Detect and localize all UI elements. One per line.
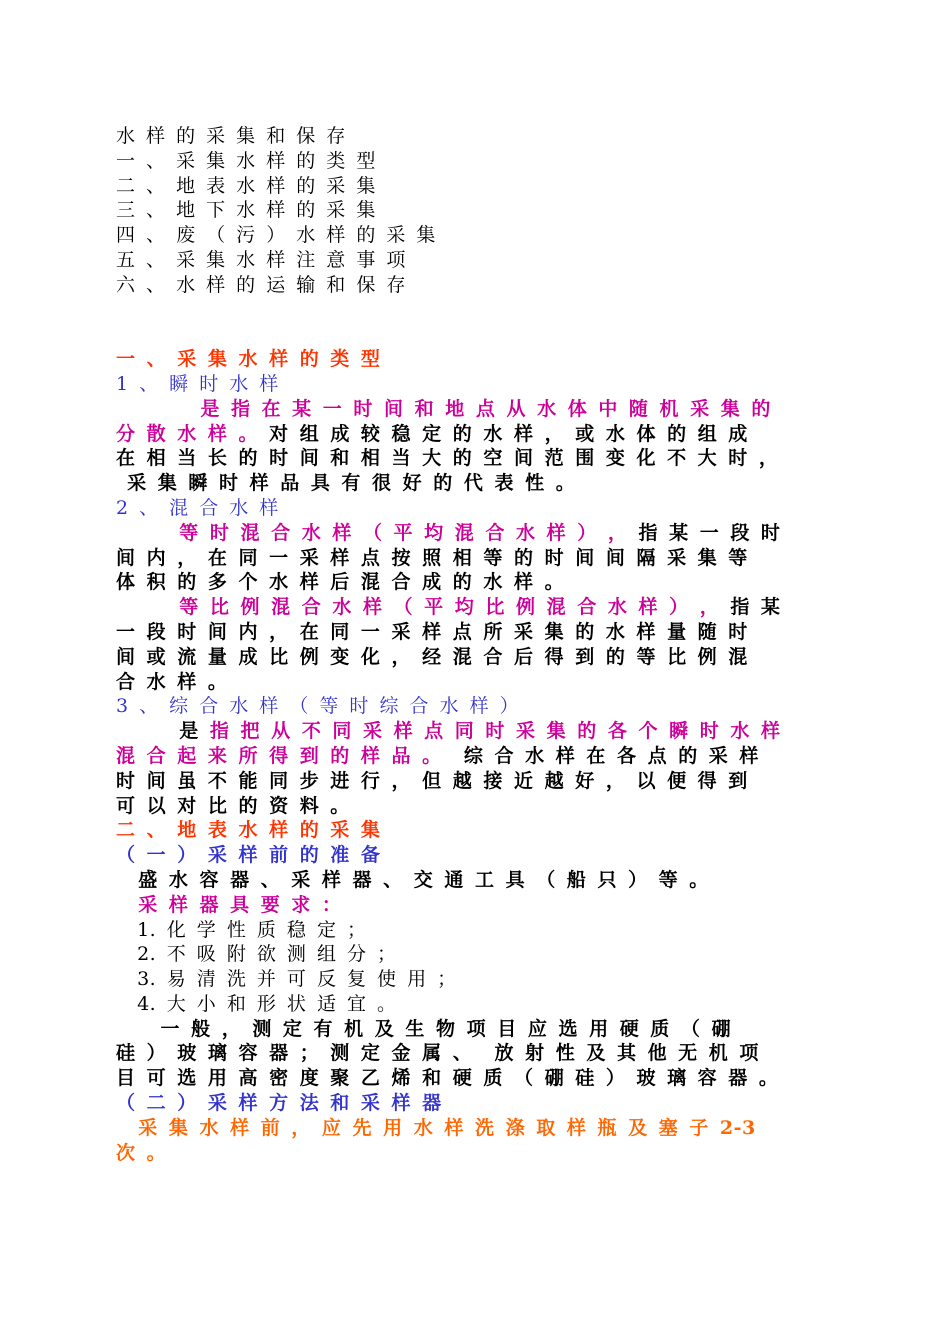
document-page — [116, 124, 836, 1165]
paragraph-line — [116, 719, 836, 744]
paragraph-line: 时 间 虽 不 能 同 步 进 行 ， 但 越 接 近 越 好 ， 以 便 得 到 — [116, 769, 748, 792]
subheading-composite-sample: 3 、 综 合 水 样 （ 等 时 综 合 水 样 ） — [116, 695, 520, 718]
list-item: 3. 易 清 洗 并 可 反 复 使 用 ； — [137, 968, 457, 991]
paragraph-line: 硅 ） 玻 璃 容 器 ； 测 定 金 属 、 放 射 性 及 其 他 无 机 项 — [116, 1042, 759, 1065]
body-text: 一 般 ， 测 定 有 机 及 生 物 项 目 应 选 用 硬 质 （ 硼 — [160, 1017, 732, 1040]
paragraph-line — [116, 595, 836, 620]
paragraph-line — [116, 893, 836, 918]
toc-item: 五 、 采 集 水 样 注 意 事 项 — [116, 248, 406, 271]
list-item: 4. 大 小 和 形 状 适 宜 。 — [137, 992, 397, 1015]
paragraph-line — [116, 1017, 836, 1042]
toc-item: 四 、 废 （ 污 ） 水 样 的 采 集 — [116, 224, 436, 247]
subheading-instant-sample: 1 、 瞬 时 水 样 — [116, 372, 279, 395]
body-text: 对 组 成 较 稳 定 的 水 样 ， 或 水 体 的 组 成 — [257, 422, 748, 445]
paragraph-line: 目 可 选 用 高 密 度 聚 乙 烯 和 硬 质 （ 硼 硅 ） 玻 璃 容 器 。 — [116, 1067, 779, 1090]
highlight-text: 等 比 例 混 合 水 样 （ 平 均 比 例 混 合 水 样 ） ， — [179, 596, 720, 619]
toc-title: 水 样 的 采 集 和 保 存 — [116, 125, 346, 147]
body-text: 综 合 水 样 在 各 点 的 采 样 — [441, 744, 759, 767]
paragraph-line — [116, 422, 836, 447]
paragraph-line: 间 或 流 量 成 比 例 变 化 ， 经 混 合 后 得 到 的 等 比 例 混 — [116, 645, 748, 668]
paragraph-line: 间 内 ， 在 同 一 采 样 点 按 照 相 等 的 时 间 间 隔 采 集 等 — [116, 546, 748, 569]
section-heading-2: 二 、 地 表 水 样 的 采 集 — [116, 819, 381, 842]
paragraph-line: 可 以 对 比 的 资 料 。 — [116, 794, 350, 817]
toc-item: 三 、 地 下 水 样 的 采 集 — [116, 199, 376, 222]
section-heading-1: 一 、 采 集 水 样 的 类 型 — [116, 348, 381, 371]
paragraph-line — [116, 471, 836, 496]
highlight-text: 混 合 起 来 所 得 到 的 样 品 。 — [116, 744, 442, 767]
toc-item: 一 、 采 集 水 样 的 类 型 — [116, 149, 376, 172]
paragraph-line — [116, 521, 836, 546]
body-text: 盛 水 容 器 、 采 样 器 、 交 通 工 具 （ 船 只 ） 等 。 — [138, 868, 709, 891]
body-text: 指 某 一 段 时 — [627, 521, 781, 544]
subheading-sampling-method: （ 二 ） 采 样 方 法 和 采 样 器 — [116, 1092, 442, 1115]
highlight-text: 等 时 混 合 水 样 （ 平 均 混 合 水 样 ） ， — [179, 521, 628, 544]
paragraph-line — [116, 868, 836, 893]
paragraph-line — [116, 744, 836, 769]
body-text: 是 — [179, 720, 199, 743]
body-text: 采 集 瞬 时 样 品 具 有 很 好 的 代 表 性 。 — [127, 472, 576, 495]
toc-item: 六 、 水 样 的 运 输 和 保 存 — [116, 273, 406, 296]
paragraph-line: 一 段 时 间 内 ， 在 同 一 采 样 点 所 采 集 的 水 样 量 随 时 — [116, 620, 748, 643]
subheading-mixed-sample: 2 、 混 合 水 样 — [116, 496, 279, 519]
paragraph-line — [116, 1116, 836, 1141]
subheading-preparation: （ 一 ） 采 样 前 的 准 备 — [116, 844, 381, 867]
requirements-title: 采 样 器 具 要 求 ： — [138, 893, 342, 916]
list-item: 2. 不 吸 附 欲 测 组 分 ； — [137, 943, 397, 966]
paragraph-line: 在 相 当 长 的 时 间 和 相 当 大 的 空 间 范 围 变 化 不 大 时 ， — [116, 447, 779, 470]
toc-item: 二 、 地 表 水 样 的 采 集 — [116, 174, 376, 197]
highlight-text: 采 集 水 样 前 ， 应 先 用 水 样 洗 涤 取 样 瓶 及 塞 子 2-3 — [138, 1116, 756, 1139]
list-item: 1. 化 学 性 质 稳 定 ； — [137, 918, 367, 941]
paragraph-line: 体 积 的 多 个 水 样 后 混 合 成 的 水 样 。 — [116, 571, 565, 594]
paragraph-line — [116, 397, 836, 422]
paragraph-line: 次 。 — [116, 1141, 167, 1164]
highlight-text: 是 指 在 某 一 时 间 和 地 点 从 水 体 中 随 机 采 集 的 — [200, 397, 771, 420]
body-text: 指 某 — [719, 596, 781, 619]
spacer — [116, 298, 836, 348]
highlight-text: 分 散 水 样 。 — [116, 422, 258, 445]
highlight-text: 指 把 从 不 同 采 样 点 同 时 采 集 的 各 个 瞬 时 水 样 — [198, 720, 781, 743]
paragraph-line: 合 水 样 。 — [116, 670, 228, 693]
